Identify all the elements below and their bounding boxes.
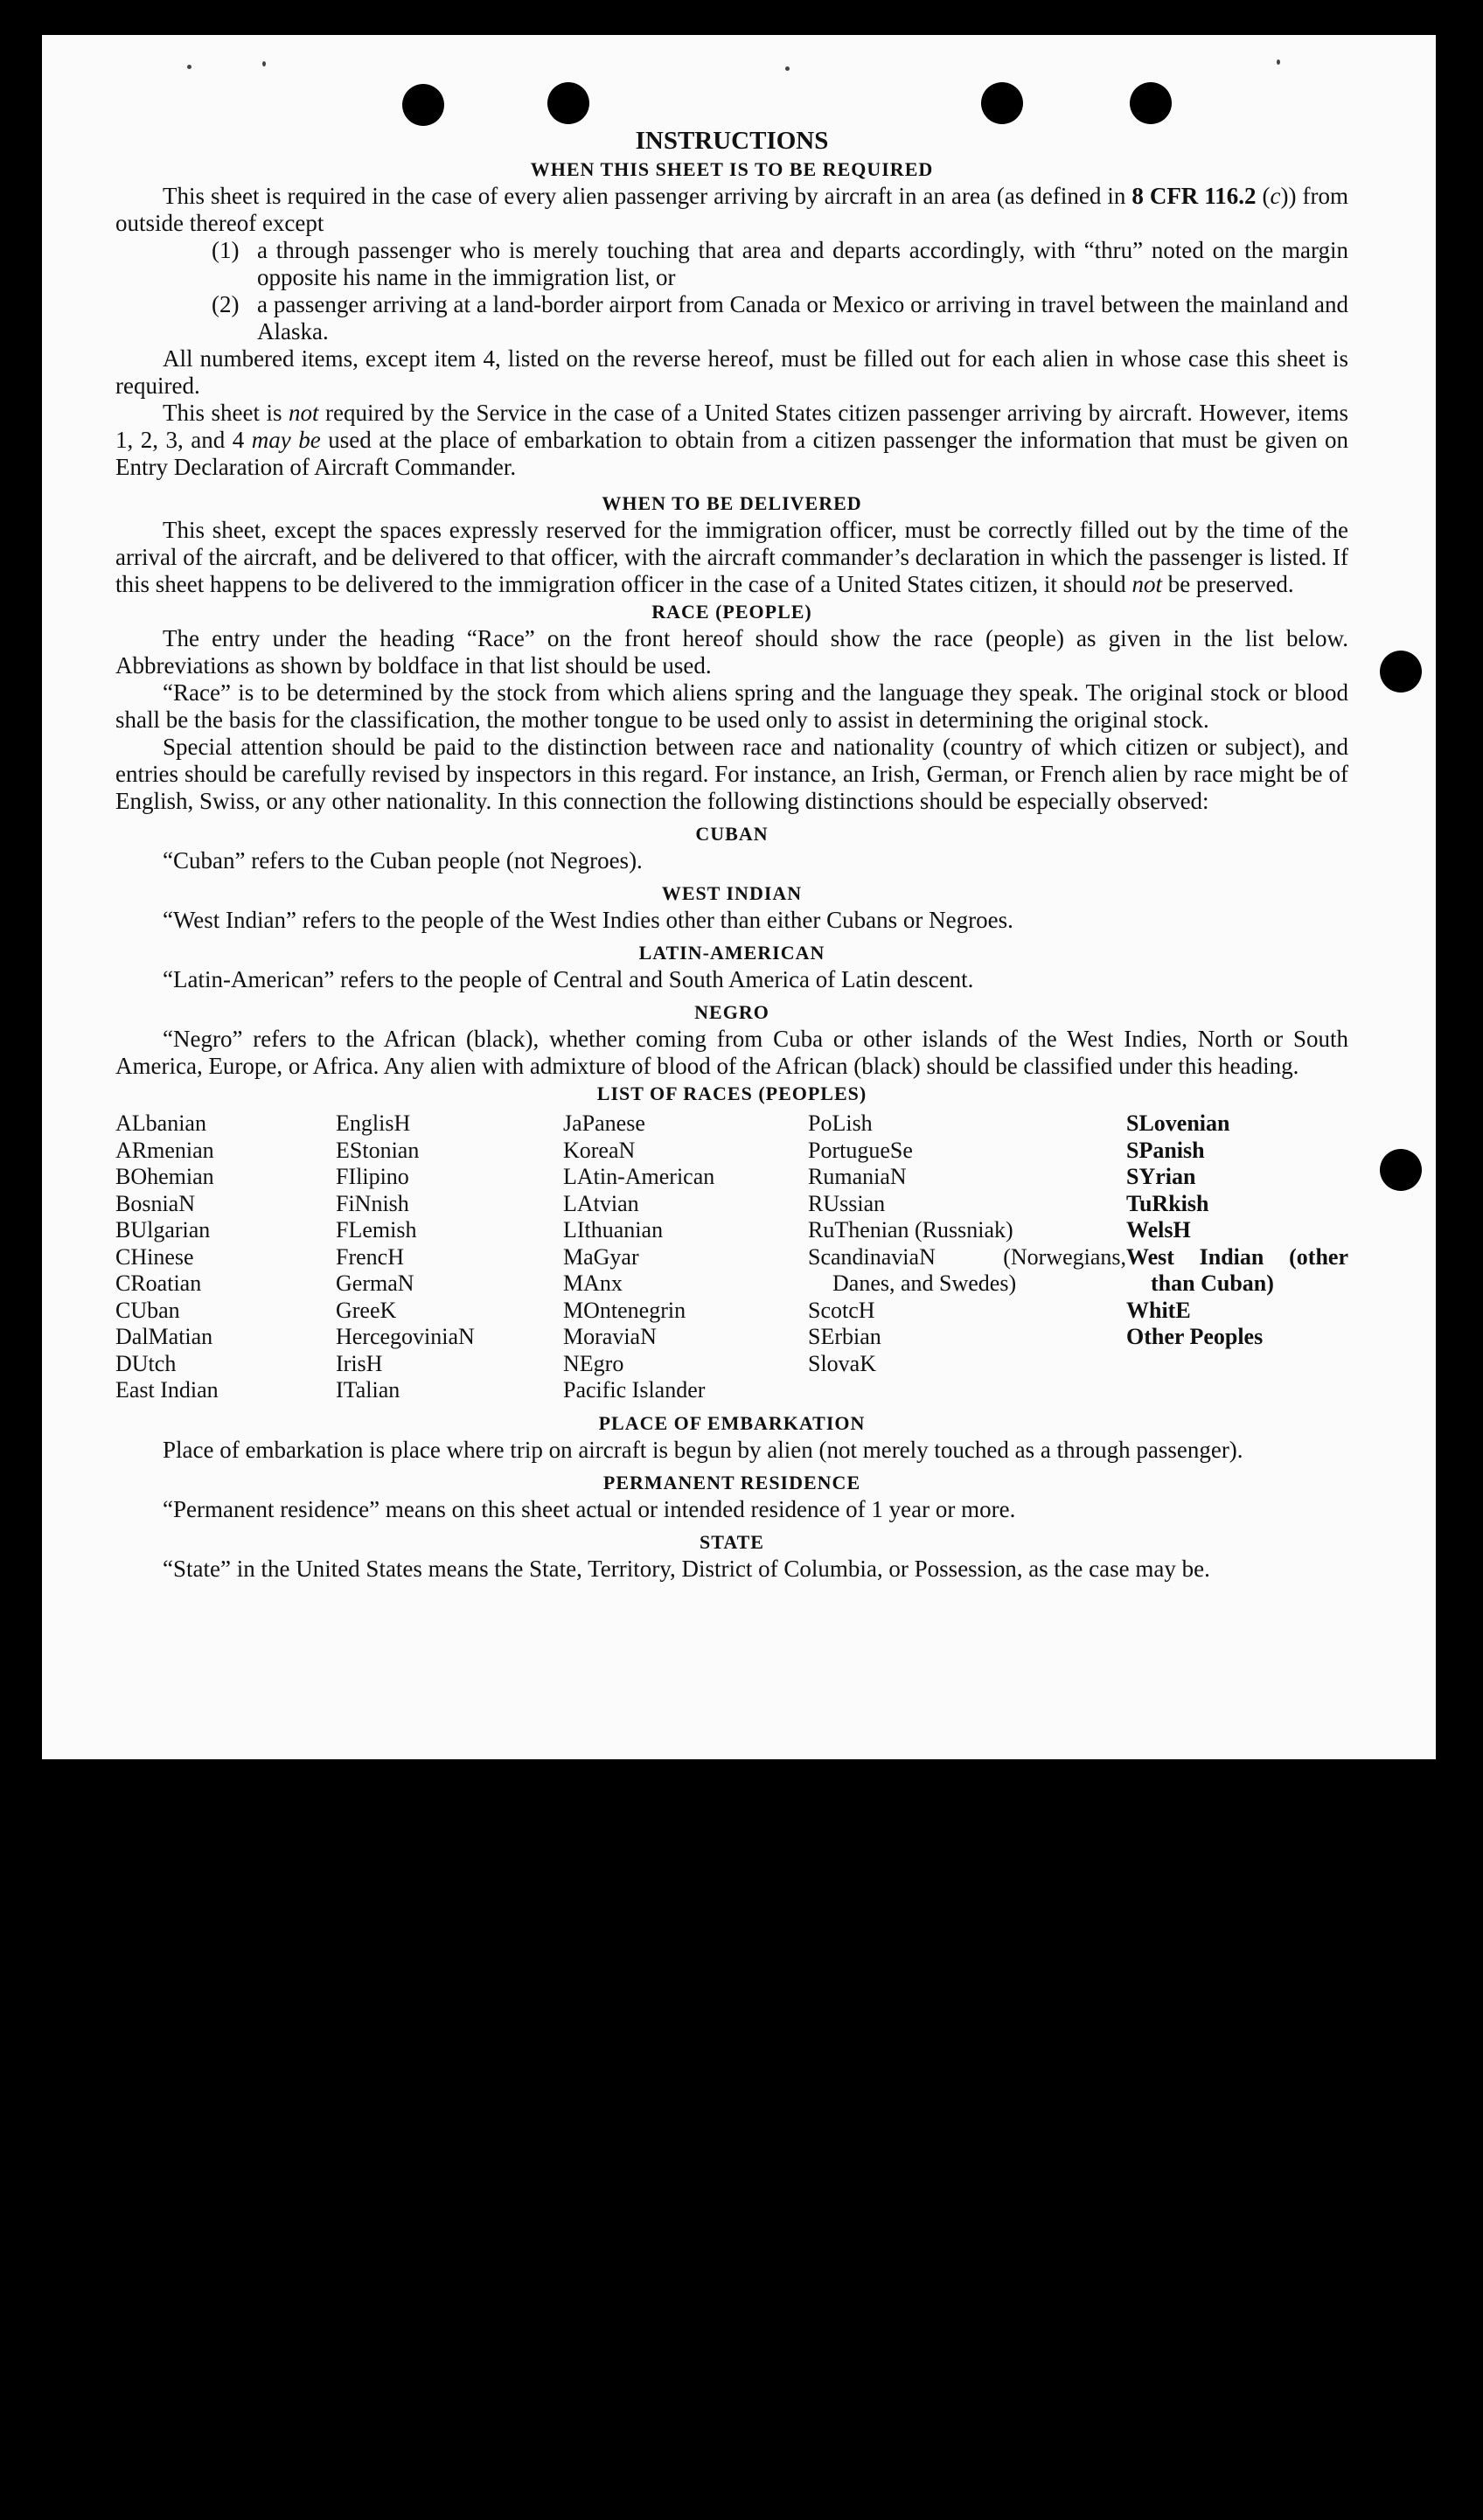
- scan-speck: [262, 61, 266, 66]
- race-entry: ScandinaviaN (Norwegians, Danes, and Swedes): [808, 1243, 1126, 1296]
- race-entry: PortugueSe: [808, 1137, 913, 1163]
- page-title: INSTRUCTIONS: [635, 127, 829, 155]
- races-table: [115, 1110, 1348, 1404]
- race-entry: West Indian (other than Cuban): [1126, 1243, 1348, 1296]
- race-entry: CUban: [115, 1297, 180, 1323]
- section-heading-negro: NEGRO: [694, 1001, 769, 1023]
- race-entry: HercegoviniaN: [336, 1324, 475, 1349]
- race-entry: CRoatian: [115, 1270, 202, 1296]
- race-entry: ITalian: [336, 1377, 400, 1403]
- section-heading-latin-american: LATIN-AMERICAN: [638, 942, 825, 964]
- list-item: (1) a through passenger who is merely touching that area and departs accordingly, with “thru” noted on the margin opposite his name in the immigration list, or: [212, 237, 1348, 290]
- race-entry: ScotcH: [808, 1297, 875, 1323]
- race-entry: MAnx: [563, 1270, 623, 1296]
- races-column: [808, 1110, 1126, 1404]
- race-entry: BOhemian: [115, 1164, 214, 1189]
- paragraph: “Race” is to be determined by the stock from which aliens spring and the language they speak. The original stock or blood shall be the basis for the classification, the mother tongue to be used only to assist in determining the original stock.: [115, 679, 1348, 733]
- races-column: [1126, 1110, 1348, 1404]
- race-entry: RUssian: [808, 1190, 886, 1216]
- race-entry: PoLish: [808, 1110, 873, 1136]
- punch-hole: [1380, 651, 1422, 693]
- race-entry: EnglisH: [336, 1110, 411, 1136]
- races-column: [336, 1110, 563, 1404]
- race-entry: SYrian: [1126, 1164, 1196, 1189]
- race-entry: NEgro: [563, 1350, 624, 1376]
- paragraph: This sheet is required in the case of every alien passenger arriving by aircraft in an area (as defined in 8 CFR 116.2 (c)) from outside thereof except: [115, 183, 1348, 236]
- punch-hole: [547, 82, 589, 124]
- paragraph: “State” in the United States means the State, Territory, District of Columbia, or Possession, as the case may be.: [163, 1555, 1210, 1582]
- race-entry: MOntenegrin: [563, 1297, 686, 1323]
- race-entry: SErbian: [808, 1324, 881, 1349]
- race-entry: Pacific Islander: [563, 1377, 706, 1403]
- race-entry: EStonian: [336, 1137, 420, 1163]
- race-entry: FIlipino: [336, 1164, 409, 1189]
- race-entry: FrencH: [336, 1243, 404, 1270]
- race-entry: ALbanian: [115, 1110, 206, 1136]
- punch-hole: [1380, 1149, 1422, 1191]
- race-entry: IrisH: [336, 1350, 383, 1376]
- race-entry: GreeK: [336, 1297, 397, 1323]
- punch-hole: [981, 82, 1023, 124]
- race-entry: Other Peoples: [1126, 1324, 1264, 1349]
- section-heading-list-of-races: LIST OF RACES (PEOPLES): [596, 1082, 867, 1104]
- race-entry: KoreaN: [563, 1137, 636, 1163]
- race-entry: DalMatian: [115, 1324, 213, 1349]
- section-heading-cuban: CUBAN: [695, 823, 769, 845]
- race-entry: SLovenian: [1126, 1110, 1230, 1136]
- section-heading-residence: PERMANENT RESIDENCE: [602, 1471, 861, 1493]
- section-heading-embarkation: PLACE OF EMBARKATION: [598, 1411, 866, 1434]
- race-entry: CHinese: [115, 1243, 194, 1270]
- race-entry: FLemish: [336, 1217, 417, 1243]
- race-entry: FiNnish: [336, 1190, 409, 1216]
- race-entry: JaPanese: [563, 1110, 645, 1136]
- race-entry: GermaN: [336, 1270, 414, 1296]
- section-heading-state: STATE: [700, 1530, 764, 1553]
- section-heading-race: RACE (PEOPLE): [651, 601, 812, 623]
- race-entry: ARmenian: [115, 1137, 214, 1163]
- paragraph: “West Indian” refers to the people of the West Indies other than either Cubans or Negroes.: [163, 907, 1013, 933]
- section-heading-when-delivered: WHEN TO BE DELIVERED: [602, 492, 862, 514]
- document-page: [42, 35, 1436, 1759]
- scan-speck: [1277, 59, 1280, 65]
- race-entry: RumaniaN: [808, 1164, 907, 1189]
- paragraph: This sheet, except the spaces expressly reserved for the immigration officer, must be correctly filled out by the time of the arrival of the aircraft, and be delivered to that officer, with the aircraft commander’s declaration in which the passenger is listed. If this sheet happens to be delivered to the immigration officer in the case of a United States citizen, it should not be preserved.: [115, 517, 1348, 597]
- race-entry: BosniaN: [115, 1190, 195, 1216]
- scan-speck: [785, 66, 790, 71]
- paragraph: Place of embarkation is place where trip on aircraft is begun by alien (not merely touched as a through passenger).: [163, 1436, 1243, 1463]
- section-heading-west-indian: WEST INDIAN: [661, 882, 803, 904]
- race-entry: LIthuanian: [563, 1217, 664, 1243]
- race-entry: WelsH: [1126, 1217, 1191, 1243]
- paragraph: Special attention should be paid to the distinction between race and nationality (country of which citizen or subject), and entries should be carefully revised by inspectors in this regard. For instance, an Irish, German, or French alien by race might be of English, Swiss, or any other nationality. In this connection the following distinctions should be especially observed:: [115, 734, 1348, 814]
- race-entry: RuThenian (Russniak): [808, 1217, 1013, 1243]
- race-entry: MaGyar: [563, 1243, 639, 1270]
- race-entry: DUtch: [115, 1350, 177, 1376]
- race-entry: MoraviaN: [563, 1324, 657, 1349]
- paragraph: The entry under the heading “Race” on the front hereof should show the race (people) as given in the list below. Abbreviations as shown by boldface in that list should be used.: [115, 625, 1348, 679]
- punch-hole: [1130, 82, 1172, 124]
- races-column: [115, 1110, 336, 1404]
- paragraph: “Negro” refers to the African (black), whether coming from Cuba or other islands of the West Indies, North or South America, Europe, or Africa. Any alien with admixture of blood of the African (black) should be classified under this heading.: [115, 1026, 1348, 1079]
- race-entry: TuRkish: [1126, 1190, 1209, 1216]
- paragraph: This sheet is not required by the Service in the case of a United States citizen passenger arriving by aircraft. However, items 1, 2, 3, and 4 may be used at the place of embarkation to obtain from a citizen passenger the information that must be given on Entry Declaration of Aircraft Commander.: [115, 400, 1349, 480]
- paragraph: “Latin-American” refers to the people of Central and South America of Latin descent.: [163, 966, 974, 992]
- race-entry: SlovaK: [808, 1350, 876, 1376]
- race-entry: LAtin-American: [563, 1164, 715, 1189]
- races-column: [563, 1110, 808, 1404]
- race-entry: BUlgarian: [115, 1217, 211, 1243]
- instructions-body: [115, 126, 1348, 1583]
- race-entry: East Indian: [115, 1377, 219, 1403]
- race-entry: WhitE: [1126, 1297, 1191, 1323]
- paragraph: “Cuban” refers to the Cuban people (not Negroes).: [163, 847, 643, 874]
- paragraph: “Permanent residence” means on this sheet actual or intended residence of 1 year or more.: [163, 1495, 1016, 1522]
- list-item: (2) a passenger arriving at a land-border airport from Canada or Mexico or arriving in travel between the mainland and Alaska.: [212, 291, 1348, 345]
- section-heading-when-required: WHEN THIS SHEET IS TO BE REQUIRED: [530, 158, 934, 180]
- punch-hole: [402, 84, 444, 126]
- race-entry: SPanish: [1126, 1137, 1205, 1163]
- scan-speck: [187, 65, 191, 69]
- race-entry: LAtvian: [563, 1190, 639, 1216]
- paragraph: All numbered items, except item 4, listed on the reverse hereof, must be filled out for each alien in whose case this sheet is required.: [115, 345, 1348, 399]
